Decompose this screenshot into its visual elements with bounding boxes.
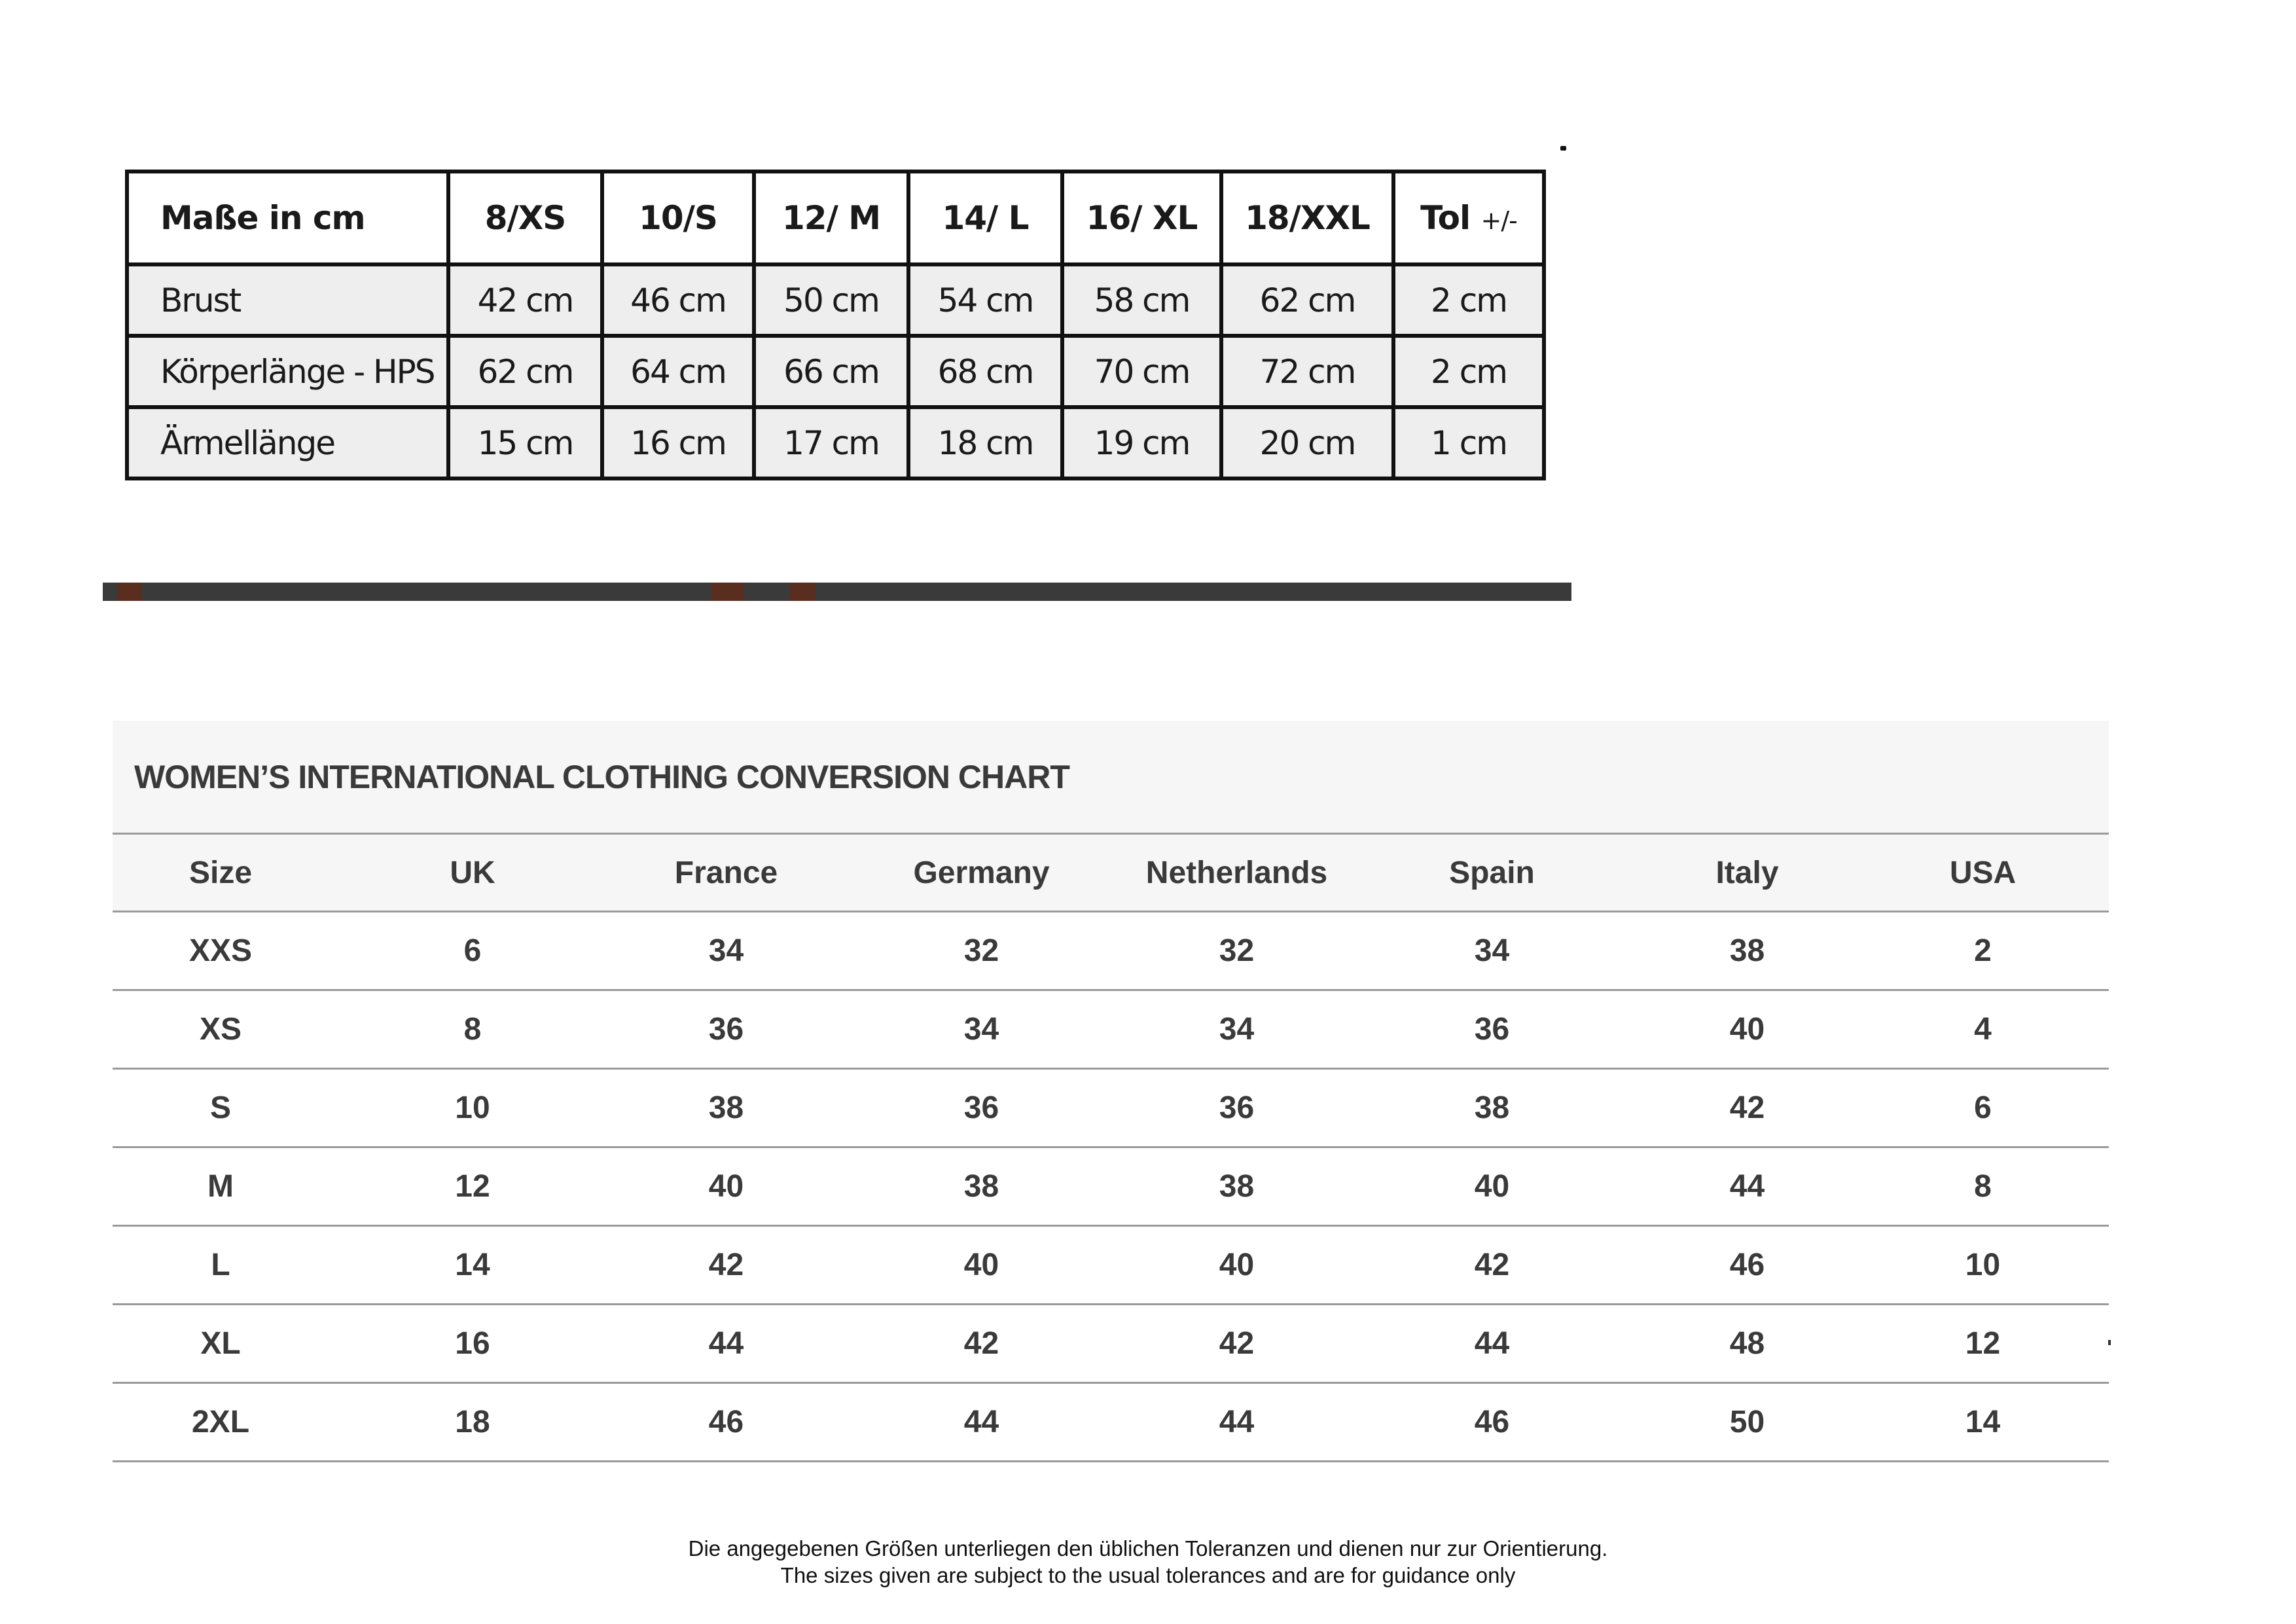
tolerance-suffix: +/- <box>1480 206 1517 235</box>
conversion-cell: 40 <box>836 1226 1127 1305</box>
conversion-cell: 40 <box>617 1147 836 1226</box>
stray-mark <box>1560 146 1566 151</box>
conversion-cell: 14 <box>1857 1383 2109 1462</box>
divider-strip <box>103 583 1571 601</box>
conversion-cell: 36 <box>1127 1069 1346 1147</box>
conversion-cell: 18 <box>329 1383 617 1462</box>
conversion-row <box>113 1226 2109 1305</box>
conversion-cell: 44 <box>1127 1383 1346 1462</box>
measurement-cell: 20 cm <box>1221 407 1393 478</box>
conversion-header-cell: Size <box>113 834 329 912</box>
conversion-chart <box>113 721 2109 1462</box>
conversion-row <box>113 990 2109 1069</box>
conversion-header-cell: Italy <box>1638 834 1857 912</box>
measurement-cell: 54 cm <box>908 264 1062 336</box>
divider-blot <box>117 583 142 601</box>
measurement-cell: 2 cm <box>1393 264 1544 336</box>
measurement-table <box>125 170 1546 480</box>
conversion-cell: S <box>113 1069 329 1147</box>
conversion-cell: 46 <box>1638 1226 1857 1305</box>
measurement-label: Ärmellänge <box>127 407 448 478</box>
conversion-cell: XS <box>113 990 329 1069</box>
footnote-line-en: The sizes given are subject to the usual tolerances and are for guidance only <box>780 1563 1516 1587</box>
conversion-cell: 42 <box>1346 1226 1638 1305</box>
conversion-row <box>113 1383 2109 1462</box>
conversion-cell: 34 <box>836 990 1127 1069</box>
conversion-row <box>113 1069 2109 1147</box>
conversion-cell: 42 <box>617 1226 836 1305</box>
conversion-cell: 34 <box>1346 912 1638 990</box>
measurement-label: Brust <box>127 264 448 336</box>
conversion-row <box>113 1305 2109 1383</box>
measurement-header-cell: 18/XXL <box>1221 171 1393 264</box>
measurement-header-cell: 10/S <box>602 171 754 264</box>
conversion-cell: 42 <box>836 1305 1127 1383</box>
conversion-cell: 2 <box>1857 912 2109 990</box>
conversion-cell: 44 <box>836 1383 1127 1462</box>
conversion-title: WOMEN’S INTERNATIONAL CLOTHING CONVERSION CHART <box>134 758 1069 795</box>
footnote-line-de: Die angegebenen Größen unterliegen den üblichen Toleranzen und dienen nur zur Orientierung. <box>688 1536 1608 1561</box>
conversion-header-cell: UK <box>329 834 617 912</box>
conversion-header-cell: Germany <box>836 834 1127 912</box>
measurement-cell: 68 cm <box>908 336 1062 407</box>
conversion-cell: 38 <box>617 1069 836 1147</box>
conversion-cell: 14 <box>329 1226 617 1305</box>
conversion-cell: 40 <box>1127 1226 1346 1305</box>
measurement-header-cell: Maße in cm <box>127 171 448 264</box>
conversion-header-cell: France <box>617 834 836 912</box>
measurement-cell: 72 cm <box>1221 336 1393 407</box>
conversion-header-cell: Spain <box>1346 834 1638 912</box>
conversion-cell: 36 <box>836 1069 1127 1147</box>
measurement-label: Körperlänge - HPS <box>127 336 448 407</box>
measurement-cell: 2 cm <box>1393 336 1544 407</box>
conversion-cell: 50 <box>1638 1383 1857 1462</box>
measurement-row <box>127 336 1544 407</box>
measurement-header-cell: 8/XS <box>448 171 602 264</box>
tolerance-label: Tol <box>1420 199 1471 237</box>
measurement-cell: 18 cm <box>908 407 1062 478</box>
conversion-cell: 40 <box>1346 1147 1638 1226</box>
measurement-header-cell: 14/ L <box>908 171 1062 264</box>
conversion-cell: 38 <box>1127 1147 1346 1226</box>
conversion-cell: 38 <box>836 1147 1127 1226</box>
divider-blot <box>711 583 744 601</box>
conversion-cell: 8 <box>1857 1147 2109 1226</box>
conversion-cell: XL <box>113 1305 329 1383</box>
conversion-row <box>113 1147 2109 1226</box>
measurement-cell: 50 cm <box>754 264 908 336</box>
measurement-cell: 1 cm <box>1393 407 1544 478</box>
measurement-cell: 62 cm <box>448 336 602 407</box>
measurement-header-cell: 16/ XL <box>1062 171 1221 264</box>
measurement-cell: 19 cm <box>1062 407 1221 478</box>
conversion-cell: M <box>113 1147 329 1226</box>
measurement-cell: 58 cm <box>1062 264 1221 336</box>
measurement-header-cell: 12/ M <box>754 171 908 264</box>
conversion-cell: 36 <box>617 990 836 1069</box>
conversion-cell: 4 <box>1857 990 2109 1069</box>
measurement-cell: 64 cm <box>602 336 754 407</box>
conversion-cell: 10 <box>1857 1226 2109 1305</box>
conversion-cell: 16 <box>329 1305 617 1383</box>
conversion-cell: 36 <box>1346 990 1638 1069</box>
conversion-cell: 6 <box>329 912 617 990</box>
conversion-cell: L <box>113 1226 329 1305</box>
divider-blot <box>790 583 815 601</box>
conversion-cell: 44 <box>1638 1147 1857 1226</box>
conversion-cell: 40 <box>1638 990 1857 1069</box>
conversion-cell: 46 <box>1346 1383 1638 1462</box>
measurement-cell: 16 cm <box>602 407 754 478</box>
conversion-row <box>113 912 2109 990</box>
measurement-cell: 70 cm <box>1062 336 1221 407</box>
conversion-header-cell: Netherlands <box>1127 834 1346 912</box>
conversion-cell: 38 <box>1638 912 1857 990</box>
conversion-cell: 8 <box>329 990 617 1069</box>
measurement-row <box>127 264 1544 336</box>
conversion-title-bar <box>113 721 2109 833</box>
conversion-cell: 38 <box>1346 1069 1638 1147</box>
conversion-cell: 32 <box>836 912 1127 990</box>
measurement-header-row <box>127 171 1544 264</box>
stray-mark <box>2108 1340 2111 1345</box>
conversion-cell: 42 <box>1638 1069 1857 1147</box>
conversion-cell: 10 <box>329 1069 617 1147</box>
conversion-cell: 46 <box>617 1383 836 1462</box>
measurement-row <box>127 407 1544 478</box>
conversion-cell: 2XL <box>113 1383 329 1462</box>
conversion-header-cell: USA <box>1857 834 2109 912</box>
conversion-cell: 44 <box>1346 1305 1638 1383</box>
conversion-cell: 34 <box>1127 990 1346 1069</box>
conversion-cell: 34 <box>617 912 836 990</box>
conversion-cell: 6 <box>1857 1069 2109 1147</box>
measurement-cell: 62 cm <box>1221 264 1393 336</box>
measurement-cell: 46 cm <box>602 264 754 336</box>
measurement-cell: 42 cm <box>448 264 602 336</box>
conversion-cell: 32 <box>1127 912 1346 990</box>
measurement-cell: 15 cm <box>448 407 602 478</box>
conversion-cell: 12 <box>1857 1305 2109 1383</box>
conversion-table <box>113 833 2109 1462</box>
conversion-cell: 44 <box>617 1305 836 1383</box>
conversion-cell: 42 <box>1127 1305 1346 1383</box>
measurement-header-cell-tolerance <box>1393 171 1544 264</box>
conversion-cell: 12 <box>329 1147 617 1226</box>
conversion-cell: XXS <box>113 912 329 990</box>
measurement-cell: 66 cm <box>754 336 908 407</box>
footnote <box>0 1535 2296 1589</box>
conversion-header-row <box>113 834 2109 912</box>
measurement-cell: 17 cm <box>754 407 908 478</box>
conversion-cell: 48 <box>1638 1305 1857 1383</box>
